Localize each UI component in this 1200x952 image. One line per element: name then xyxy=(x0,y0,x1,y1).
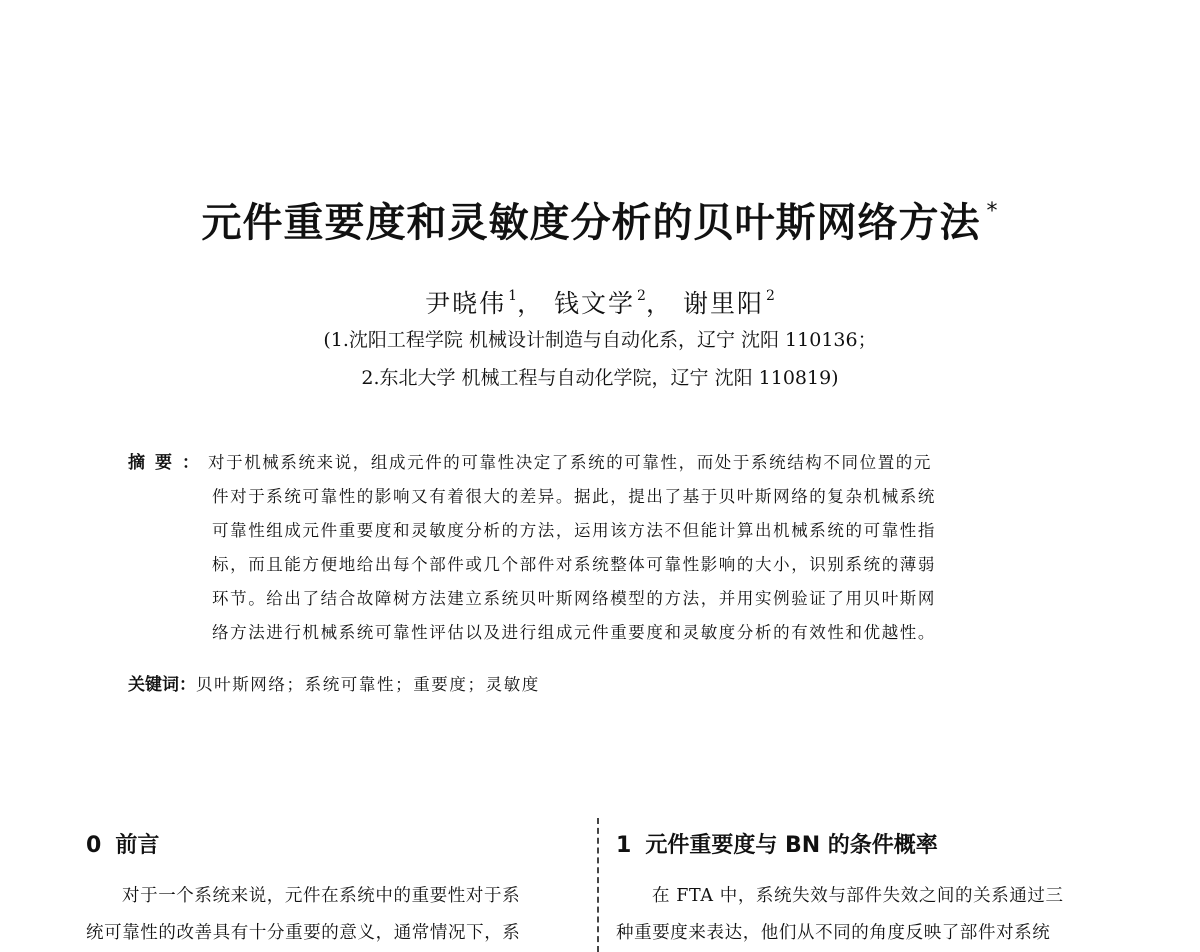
abstract-line: 对于机械系统来说，组成元件的可靠性决定了系统的可靠性，而处于系统结构不同位置的元 xyxy=(208,453,932,472)
keywords-text: 贝叶斯网络；系统可靠性；重要度；灵敏度 xyxy=(196,675,540,694)
abstract-line: 络方法进行机械系统可靠性评估以及进行组成元件重要度和灵敏度分析的有效性和优越性。 xyxy=(212,623,936,642)
section-title: 前言 xyxy=(115,833,160,858)
right-column xyxy=(616,828,1116,952)
paragraph-line: 在 FTA 中，系统失效与部件失效之间的关系通过三 xyxy=(652,886,1064,906)
section-heading xyxy=(616,828,1116,864)
paragraph-line: 统可靠性的改善具有十分重要的意义，通常情况下，系 xyxy=(86,923,521,943)
abstract-label xyxy=(128,446,199,480)
paragraph-line: 对于一个系统来说，元件在系统中的重要性对于系 xyxy=(122,886,521,906)
keywords-label: 关键词： xyxy=(128,675,196,695)
abstract-label-colon: ： xyxy=(182,453,199,473)
abstract-body xyxy=(208,446,1068,650)
author-affiliation-mark: 1 xyxy=(508,288,518,304)
section-heading xyxy=(86,828,586,864)
affiliation-line: 2.东北大学 机械工程与自动化学院，辽宁 沈阳 110819) xyxy=(361,367,839,389)
paragraph-line: 种重要度来表达，他们从不同的角度反映了部件对系统 xyxy=(616,923,1051,943)
section-title: 元件重要度与 BN 的条件概率 xyxy=(645,833,938,858)
title-footnote-mark: * xyxy=(986,199,999,224)
section-number: 1 xyxy=(616,833,632,858)
author-affiliation-mark: 2 xyxy=(765,288,775,304)
abstract-line: 件对于系统可靠性的影响又有着很大的差异。据此，提出了基于贝叶斯网络的复杂机械系统 xyxy=(212,487,936,506)
author-affiliation-mark: 2 xyxy=(637,288,646,304)
abstract-line: 环节。给出了结合故障树方法建立系统贝叶斯网络模型的方法，并用实例验证了用贝叶斯网 xyxy=(212,589,936,608)
keywords xyxy=(128,668,540,702)
column-divider xyxy=(597,818,599,952)
section-number: 0 xyxy=(86,833,102,858)
abstract-label-text: 摘要 xyxy=(128,453,182,473)
author-separator: ， xyxy=(645,289,673,318)
author-name: 钱文学 xyxy=(554,289,636,318)
left-column xyxy=(86,828,586,952)
author-list xyxy=(0,278,1200,322)
author-name: 尹晓伟 xyxy=(425,289,507,318)
abstract-line: 标，而且能方便地给出每个部件或几个部件对系统整体可靠性影响的大小，识别系统的薄弱 xyxy=(212,555,936,574)
paper-title xyxy=(0,184,1200,251)
affiliation-line: (1.沈阳工程学院 机械设计制造与自动化系，辽宁 沈阳 110136； xyxy=(323,329,877,351)
paper-title-text: 元件重要度和灵敏度分析的贝叶斯网络方法 xyxy=(201,200,981,246)
author-separator: ， xyxy=(517,289,545,318)
abstract-line: 可靠性组成元件重要度和灵敏度分析的方法，运用该方法不但能计算出机械系统的可靠性指 xyxy=(212,521,936,540)
author-name: 谢里阳 xyxy=(682,289,764,318)
